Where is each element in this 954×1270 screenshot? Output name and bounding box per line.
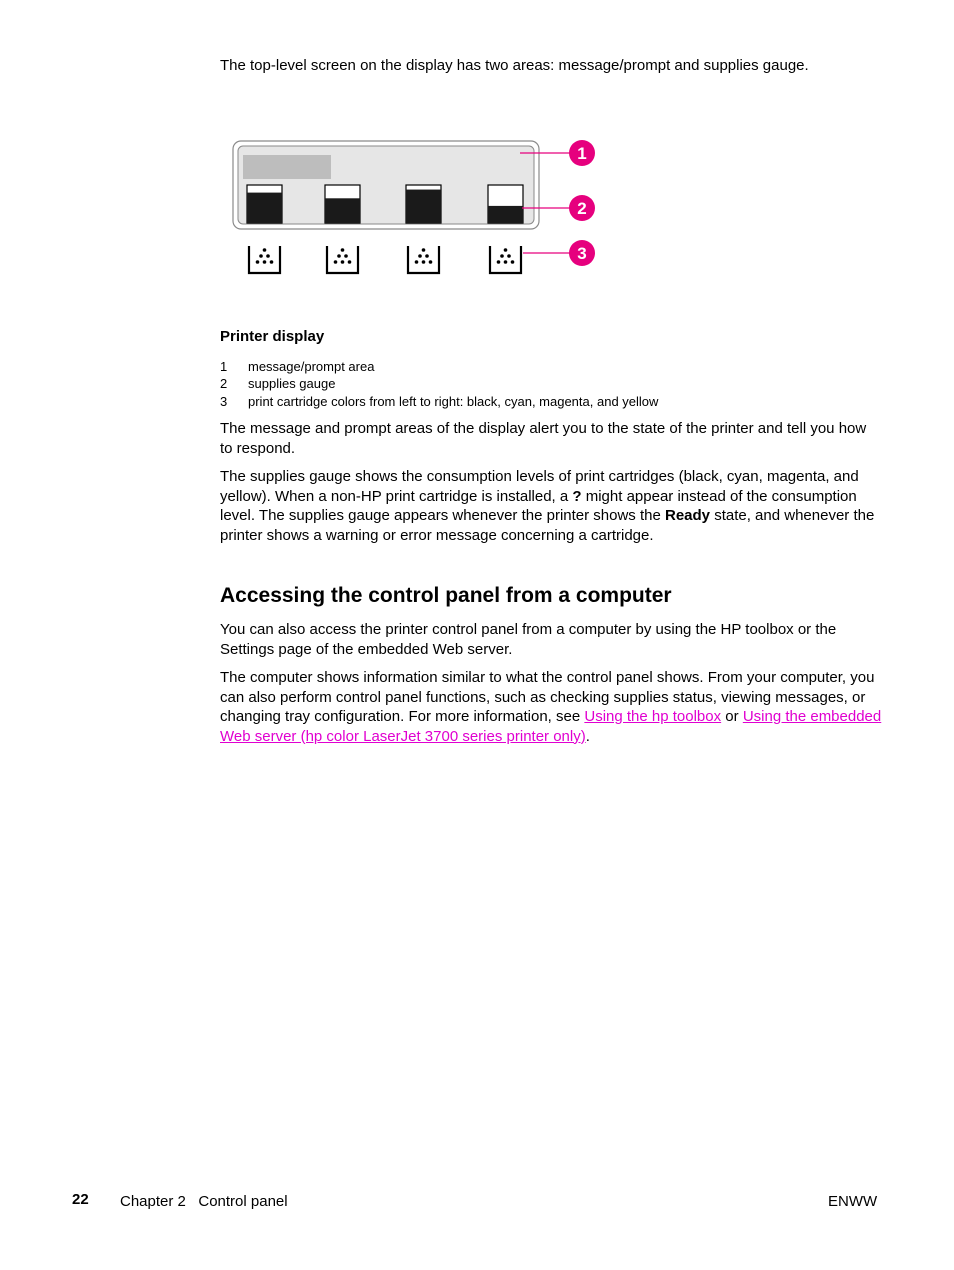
callout-1-label: 1 bbox=[577, 144, 587, 163]
supplies-gauge-bar bbox=[406, 185, 441, 223]
printer-display-figure bbox=[230, 138, 610, 280]
supplies-gauge-bar bbox=[325, 185, 360, 223]
section-heading: Accessing the control panel from a computer bbox=[220, 584, 672, 607]
message-prompt-area bbox=[243, 155, 331, 179]
text-run: or bbox=[721, 708, 743, 725]
legend-number: 1 bbox=[220, 359, 228, 374]
text-run: state, and whenever the printer shows a warning or error message concerning a cartridge. bbox=[220, 507, 875, 544]
ink-cartridge-icon bbox=[490, 246, 521, 273]
hp-toolbox-link[interactable]: Using the hp toolbox bbox=[584, 708, 722, 725]
legend-number: 2 bbox=[220, 376, 228, 391]
embedded-web-server-link[interactable]: Using the embedded Web server (hp color LaserJet 3700 series printer only) bbox=[220, 708, 882, 745]
text-run: might appear instead of the consumption level. The supplies gauge appears whenever the printer shows the bbox=[220, 487, 857, 524]
intro-text: The top-level screen on the display has two areas: message/prompt and supplies gauge. bbox=[220, 57, 809, 74]
supplies-gauge-bar bbox=[488, 185, 523, 223]
legend-text: message/prompt area bbox=[248, 359, 375, 374]
legend-text: supplies gauge bbox=[248, 376, 336, 391]
callout-3 bbox=[569, 240, 595, 266]
page-number: 22 bbox=[72, 1191, 89, 1208]
chapter-label: Chapter 2 Control panel bbox=[120, 1193, 288, 1210]
footer-right-label: ENWW bbox=[828, 1193, 878, 1210]
text-run: The supplies gauge shows the consumption levels of print cartridges (black, cyan, magenta, and yellow). When a non-HP print cartridge is installed, a bbox=[220, 468, 859, 505]
figure-caption: Printer display bbox=[220, 328, 325, 345]
ready-term: Ready bbox=[665, 507, 711, 524]
callout-2-label: 2 bbox=[577, 199, 587, 218]
legend-text: print cartridge colors from left to right: black, cyan, magenta, and yellow bbox=[248, 394, 659, 409]
callout-2 bbox=[569, 195, 595, 221]
callout-3-label: 3 bbox=[577, 244, 587, 263]
ink-cartridge-icon bbox=[408, 246, 439, 273]
legend-number: 3 bbox=[220, 394, 228, 409]
ink-cartridge-icon bbox=[249, 246, 280, 273]
callout-1 bbox=[569, 140, 595, 166]
supplies-gauge-bar bbox=[247, 185, 282, 223]
paragraph-supplies-gauge bbox=[220, 467, 885, 545]
text-run: . bbox=[585, 727, 590, 745]
paragraph-message-areas: The message and prompt areas of the display alert you to the state of the printer and tell you how to respond. bbox=[220, 420, 867, 457]
ink-cartridge-icon bbox=[327, 246, 358, 273]
text-run: The computer shows information similar to what the control panel shows. From your computer, you can also perform control panel functions, such as checking supplies status, viewing messages, or changing tray configuration. For more information, see bbox=[220, 669, 875, 725]
question-mark-symbol: ? bbox=[572, 487, 582, 505]
paragraph-access: You can also access the printer control panel from a computer by using the HP toolbox or the Settings page of the embedded Web server. bbox=[220, 621, 837, 658]
paragraph-computer bbox=[220, 668, 885, 746]
